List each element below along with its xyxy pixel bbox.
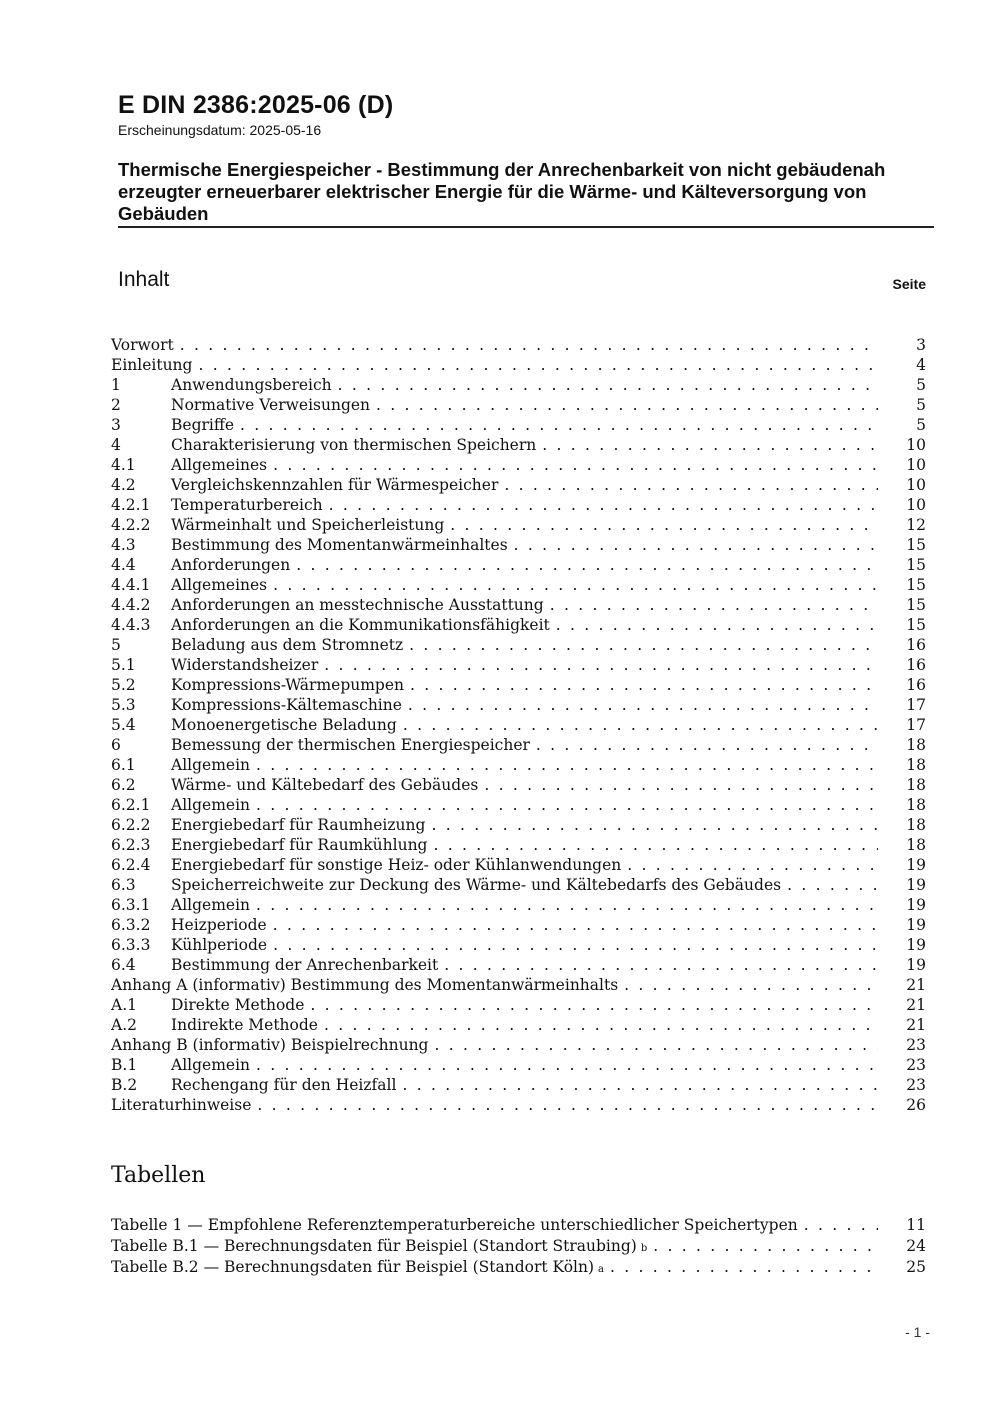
toc-entry[interactable]: [111, 835, 926, 855]
toc-entry-label: Anwendungsbereich: [171, 376, 332, 394]
dot-leader: [250, 755, 878, 775]
toc-entry-number: 6.3.1: [111, 896, 151, 914]
toc-entry-label: Allgemein: [171, 896, 251, 914]
toc-entry-number: 5: [111, 636, 121, 654]
toc-entry[interactable]: [111, 655, 926, 675]
dot-leader: [250, 1055, 878, 1075]
toc-entry-number: 6.2.1: [111, 796, 151, 814]
toc-entry-number: B.2: [111, 1076, 138, 1094]
toc-entry-page: 18: [906, 736, 926, 754]
toc-entry-page: 19: [906, 876, 926, 894]
dot-leader: [267, 915, 878, 935]
dot-leader: [498, 475, 878, 495]
toc-entry-label: Allgemeines: [171, 576, 268, 594]
toc-entry-page: 19: [906, 936, 926, 954]
toc-entry-label: Rechengang für den Heizfall: [171, 1076, 397, 1094]
dot-leader: [478, 775, 878, 795]
table-list-entry-page: 25: [906, 1258, 926, 1276]
toc-entry-number: 3: [111, 416, 121, 434]
toc-entry-number: 6.4: [111, 956, 136, 974]
toc-entry-page: 10: [906, 456, 926, 474]
toc-entry-label: Bestimmung des Momentanwärmeinhaltes: [171, 536, 508, 554]
dot-leader: [647, 1236, 878, 1257]
toc-entry[interactable]: [111, 1095, 926, 1115]
toc-entry[interactable]: [111, 1055, 926, 1075]
dot-leader: [370, 395, 878, 415]
toc-entry[interactable]: [111, 555, 926, 575]
contents-heading-row: [118, 268, 926, 292]
toc-entry-page: 19: [906, 896, 926, 914]
toc-entry-label: Bemessung der thermischen Energiespeicher: [171, 736, 530, 754]
toc-entry[interactable]: [111, 855, 926, 875]
toc-entry-label: Allgemein: [171, 756, 251, 774]
toc-entry-page: 23: [906, 1076, 926, 1094]
dot-leader: [428, 1035, 878, 1055]
toc-entry[interactable]: [111, 715, 926, 735]
toc-entry-label: Normative Verweisungen: [171, 396, 371, 414]
table-list-entry[interactable]: Tabelle B.1 — Berechnungsdaten für Beispiel (Standort Straubing) b . . . 24: [111, 1236, 926, 1257]
toc-entry-number: 4.2.2: [111, 516, 151, 534]
toc-entry-page: 17: [906, 716, 926, 734]
toc-entry[interactable]: [111, 935, 926, 955]
toc-entry-number: 5.1: [111, 656, 136, 674]
dot-leader: [402, 695, 878, 715]
toc-entry-label: Allgemein: [171, 796, 251, 814]
toc-entry[interactable]: [111, 575, 926, 595]
dot-leader: [234, 415, 878, 435]
toc-entry-label: Anhang A (informativ) Bestimmung des Momentanwärmeinhalts: [111, 976, 619, 994]
toc-entry-number: 4.4.3: [111, 616, 151, 634]
toc-entry-page: 10: [906, 436, 926, 454]
toc-entry-page: 19: [906, 856, 926, 874]
dot-leader: [323, 495, 878, 515]
dot-leader: [397, 715, 878, 735]
toc-entry-number: 4.1: [111, 456, 136, 474]
toc-entry-number: 1: [111, 376, 121, 394]
dot-leader: [781, 875, 878, 895]
toc-entry-number: B.1: [111, 1056, 138, 1074]
toc-entry[interactable]: [111, 515, 926, 535]
toc-entry-label: Charakterisierung von thermischen Speichern: [171, 436, 537, 454]
toc-entry-page: 21: [906, 996, 926, 1014]
toc-entry-page: 18: [906, 756, 926, 774]
dot-leader: [530, 735, 878, 755]
page-column-label: Seite: [892, 276, 926, 292]
toc-entry-page: 18: [906, 796, 926, 814]
toc-entry-number: 6.1: [111, 756, 136, 774]
dot-leader: [318, 655, 878, 675]
toc-entry-page: 15: [906, 576, 926, 594]
toc-entry[interactable]: [111, 895, 926, 915]
contents-heading: Inhalt: [118, 268, 170, 291]
toc-entry-number: 4.3: [111, 536, 136, 554]
toc-entry[interactable]: [111, 535, 926, 555]
toc-entry[interactable]: [111, 975, 926, 995]
list-of-tables: [111, 1215, 926, 1278]
toc-entry-page: 23: [906, 1036, 926, 1054]
table-list-entry-label: Tabelle 1 — Empfohlene Referenztemperaturbereiche unterschiedlicher Speichertypen: [111, 1216, 798, 1234]
tables-heading: Tabellen: [111, 1163, 206, 1188]
dot-leader: [536, 435, 878, 455]
toc-entry-number: 5.3: [111, 696, 136, 714]
dot-leader: [427, 835, 878, 855]
dot-leader: [267, 935, 878, 955]
toc-entry[interactable]: [111, 815, 926, 835]
toc-entry-page: 15: [906, 536, 926, 554]
toc-entry[interactable]: [111, 455, 926, 475]
toc-entry-number: 4.2: [111, 476, 136, 494]
document-id: E DIN 2386:2025-06 (D): [118, 91, 394, 119]
toc-entry[interactable]: [111, 1075, 926, 1095]
dot-leader: [304, 995, 878, 1015]
toc-entry-label: Anforderungen an die Kommunikationsfähigkeit: [171, 616, 550, 634]
toc-entry[interactable]: [111, 395, 926, 415]
toc-entry-page: 5: [916, 376, 926, 394]
toc-entry-page: 18: [906, 836, 926, 854]
toc-entry[interactable]: [111, 635, 926, 655]
dot-leader: [192, 355, 878, 375]
toc-entry-number: 6.2.2: [111, 816, 151, 834]
toc-entry-page: 15: [906, 556, 926, 574]
toc-entry-label: Kompressions-Kältemaschine: [171, 696, 402, 714]
table-list-entry[interactable]: Tabelle B.2 — Berechnungsdaten für Beispiel (Standort Köln) a . . . 25: [111, 1257, 926, 1278]
publication-date: Erscheinungsdatum: 2025-05-16: [118, 122, 322, 138]
dot-leader: [508, 535, 878, 555]
document-header: [118, 90, 934, 228]
dot-leader: [318, 1015, 878, 1035]
dot-leader: [250, 895, 878, 915]
dot-leader: [267, 455, 878, 475]
toc-entry-label: Literaturhinweise: [111, 1096, 252, 1114]
toc-entry-page: 21: [906, 976, 926, 994]
toc-entry-label: Energiebedarf für Raumkühlung: [171, 836, 428, 854]
toc-entry[interactable]: [111, 595, 926, 615]
table-list-entry-page: 11: [906, 1216, 926, 1234]
toc-entry[interactable]: [111, 915, 926, 935]
dot-leader: [425, 815, 878, 835]
toc-entry-page: 10: [906, 496, 926, 514]
toc-entry[interactable]: [111, 775, 926, 795]
toc-entry[interactable]: [111, 735, 926, 755]
toc-entry-label: Temperaturbereich: [171, 496, 323, 514]
toc-entry-page: 19: [906, 956, 926, 974]
toc-entry-page: 16: [906, 676, 926, 694]
toc-entry[interactable]: [111, 795, 926, 815]
toc-entry[interactable]: [111, 1015, 926, 1035]
toc-entry-label: Anforderungen: [171, 556, 291, 574]
dot-leader: [618, 975, 878, 995]
toc-entry[interactable]: [111, 995, 926, 1015]
toc-entry-label: Begriffe: [171, 416, 235, 434]
toc-entry-label: Energiebedarf für sonstige Heiz- oder Kühlanwendungen: [171, 856, 622, 874]
table-list-entry-label: Tabelle B.1 — Berechnungsdaten für Beispiel (Standort Straubing): [111, 1237, 637, 1255]
toc-entry[interactable]: [111, 615, 926, 635]
toc-entry-label: Beladung aus dem Stromnetz: [171, 636, 404, 654]
toc-entry-number: 5.4: [111, 716, 136, 734]
toc-entry-page: 16: [906, 636, 926, 654]
toc-entry-label: Indirekte Methode: [171, 1016, 318, 1034]
toc-entry[interactable]: [111, 1035, 926, 1055]
toc-entry-number: 6.2.3: [111, 836, 151, 854]
toc-entry-number: 4: [111, 436, 121, 454]
toc-entry-number: 4.4: [111, 556, 136, 574]
dot-leader: [396, 1075, 878, 1095]
dot-leader: [621, 855, 878, 875]
dot-leader: [290, 555, 878, 575]
toc-entry-label: Energiebedarf für Raumheizung: [171, 816, 426, 834]
dot-leader: [550, 615, 878, 635]
toc-entry[interactable]: [111, 875, 926, 895]
toc-entry[interactable]: [111, 375, 926, 395]
dot-leader: [544, 595, 878, 615]
toc-entry-label: Einleitung: [111, 356, 193, 374]
dot-leader: [267, 575, 878, 595]
toc-entry-label: Anhang B (informativ) Beispielrechnung: [111, 1036, 429, 1054]
dot-leader: [438, 955, 878, 975]
toc-entry-number: 6.2.4: [111, 856, 151, 874]
toc-entry-label: Vorwort: [111, 336, 174, 354]
toc-entry-number: 6.3.3: [111, 936, 151, 954]
toc-entry-number: 4.4.2: [111, 596, 151, 614]
toc-entry[interactable]: [111, 475, 926, 495]
toc-entry-label: Speicherreichweite zur Deckung des Wärme- und Kältebedarfs des Gebäudes: [171, 876, 782, 894]
toc-entry[interactable]: [111, 355, 926, 375]
document-title: Thermische Energiespeicher - Bestimmung der Anrechenbarkeit von nicht gebäudenah erzeugter erneuerbarer elektrischer Energie für die Wärme- und Kälteversorgung von Gebäuden: [118, 159, 934, 228]
table-list-entry-page: 24: [906, 1237, 926, 1255]
toc-entry-label: Wärme- und Kältebedarf des Gebäudes: [171, 776, 479, 794]
toc-entry-label: Widerstandsheizer: [171, 656, 319, 674]
toc-entry-label: Monoenergetische Beladung: [171, 716, 397, 734]
toc-entry-number: 4.4.1: [111, 576, 151, 594]
page-number: - 1 -: [905, 1324, 930, 1340]
dot-leader: [444, 515, 878, 535]
toc-entry[interactable]: [111, 675, 926, 695]
toc-entry-number: 5.2: [111, 676, 136, 694]
toc-entry-label: Wärmeinhalt und Speicherleistung: [171, 516, 445, 534]
table-list-entry[interactable]: [111, 1215, 926, 1236]
toc-entry-label: Kühlperiode: [171, 936, 268, 954]
toc-entry-number: 6.2: [111, 776, 136, 794]
toc-entry-label: Allgemeines: [171, 456, 268, 474]
toc-entry[interactable]: [111, 335, 926, 355]
dot-leader: [604, 1257, 878, 1278]
toc-entry-page: 18: [906, 776, 926, 794]
toc-entry-number: A.1: [111, 996, 137, 1014]
toc-entry-page: 17: [906, 696, 926, 714]
dot-leader: [403, 635, 878, 655]
toc-entry-page: 12: [906, 516, 926, 534]
toc-entry-page: 4: [916, 356, 926, 374]
table-of-contents: [111, 335, 926, 1115]
toc-entry-page: 3: [916, 336, 926, 354]
toc-entry-label: Heizperiode: [171, 916, 267, 934]
toc-entry-label: Kompressions-Wärmepumpen: [171, 676, 405, 694]
toc-entry-number: 4.2.1: [111, 496, 151, 514]
toc-entry-label: Anforderungen an messtechnische Ausstattung: [171, 596, 544, 614]
dot-leader: [404, 675, 878, 695]
toc-entry[interactable]: [111, 955, 926, 975]
toc-entry-number: A.2: [111, 1016, 137, 1034]
toc-entry-page: 18: [906, 816, 926, 834]
toc-entry[interactable]: [111, 415, 926, 435]
toc-entry[interactable]: [111, 435, 926, 455]
toc-entry-page: 21: [906, 1016, 926, 1034]
dot-leader: [250, 795, 878, 815]
dot-leader: [332, 375, 878, 395]
dot-leader: [251, 1095, 878, 1115]
toc-entry-page: 15: [906, 596, 926, 614]
toc-entry[interactable]: [111, 495, 926, 515]
toc-entry-number: 2: [111, 396, 121, 414]
toc-entry-label: Allgemein: [171, 1056, 251, 1074]
toc-entry-label: Direkte Methode: [171, 996, 305, 1014]
toc-entry-page: 16: [906, 656, 926, 674]
toc-entry-number: 6.3: [111, 876, 136, 894]
toc-entry-page: 19: [906, 916, 926, 934]
toc-entry-page: 5: [916, 416, 926, 434]
toc-entry[interactable]: [111, 695, 926, 715]
toc-entry-page: 5: [916, 396, 926, 414]
toc-entry-number: 6: [111, 736, 121, 754]
dot-leader: [174, 335, 878, 355]
toc-entry-page: 23: [906, 1056, 926, 1074]
table-list-entry-label: Tabelle B.2 — Berechnungsdaten für Beispiel (Standort Köln): [111, 1258, 595, 1276]
toc-entry[interactable]: [111, 755, 926, 775]
toc-entry-page: 15: [906, 616, 926, 634]
toc-entry-label: Bestimmung der Anrechenbarkeit: [171, 956, 439, 974]
dot-leader: [798, 1215, 878, 1236]
toc-entry-label: Vergleichskennzahlen für Wärmespeicher: [171, 476, 499, 494]
toc-entry-page: 10: [906, 476, 926, 494]
toc-entry-page: 26: [906, 1096, 926, 1114]
toc-entry-number: 6.3.2: [111, 916, 151, 934]
